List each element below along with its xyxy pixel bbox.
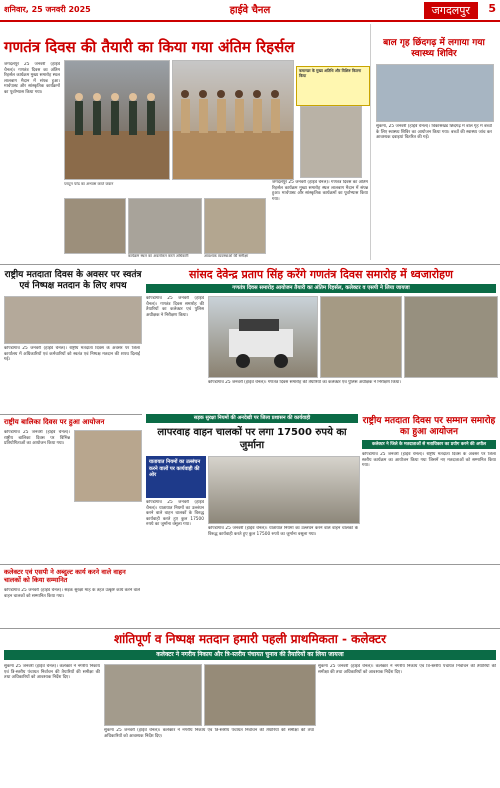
mp-body-col2: कोण्डागांव 25 जनवरी (हाईवे चैनल)। गणतंत्र दिवस समारोह की तैयारियों का कलेक्टर एवं पुलिस अधीक्षक ने निरीक्षण किया। (208, 380, 401, 385)
caption-3: आवश्यक व्यवस्थाओं की समीक्षा (204, 254, 249, 258)
traffic-band: सड़क सुरक्षा नियमों की अनदेखी पर जिला प्रशासन की कार्यवाही (146, 414, 358, 423)
jeep-illustration (209, 297, 317, 377)
traffic-headline: लापरवाह वाहन चालकों पर लगा 17500 रुपये का जुर्माना (157, 427, 347, 451)
inset-label: कमाण्डर के मुख्य अतिथि और विशिष्ट कितना किया (299, 68, 362, 78)
photo-row-2 (128, 198, 202, 254)
election-band: कलेक्टर ने नगरीय निकाय और त्रि-स्तरीय पंचायत चुनाव की तैयारियों का लिया जायजा (4, 650, 496, 660)
collector-honour-body: कोण्डागांव 25 जनवरी (हाईवे चैनल)। सड़क सुरक्षा माह के तहत उत्कृष्ट कार्य करने वाले वाहन चालकों को सम्मानित किया गया। (4, 588, 140, 599)
photo-row-3 (204, 198, 266, 254)
parade-illustration (65, 61, 169, 179)
traffic-sidebox-text: यातायात नियमों का उल्लंघन करने वालों पर कार्यवाही की ओर (149, 459, 201, 478)
divider-4 (0, 628, 500, 629)
girl-child-photo (74, 430, 142, 502)
march-illustration (173, 61, 293, 179)
election-photo-1 (104, 664, 202, 726)
jeep-photo (208, 296, 318, 378)
guest-photo (300, 106, 362, 178)
voter-oath-body: कोण्डागांव 25 जनवरी (हाईवे चैनल)। राष्ट्रीय मतदाता दिवस के अवसर पर जिला कार्यालय में अधिकारियों एवं कर्मचारियों को स्वतंत्र एवं निष्पक्ष मतदान की शपथ दिलाई गई। (4, 346, 140, 363)
photo-row-1 (64, 198, 126, 254)
caption-1: प्लाटून परेड का अभ्यास करते जवान (64, 182, 114, 186)
mp-band: गणतंत्र दिवस समारोह आयोजन तैयारी का अंतिम रिहर्सल, कलेक्टर व एसपी ने लिया जायजा (146, 284, 496, 293)
collector-honour-headline: कलेक्टर एवं एसपी ने अब्दुल्ट कार्य करने वाले वाहन चालकों को किया सम्मानित (4, 568, 126, 584)
traffic-body-col2: कोण्डागांव 25 जनवरी (हाईवे चैनल)। यातायात नियमों का उल्लंघन करने वाले वाहन चालकों के विरुद्ध कार्यवाही करते हुए कुल 17500 रुपये का जुर्माना वसूला गया। (208, 526, 358, 537)
rehearsal-body-col2: जगदलपुर 25 जनवरी (हाईवे चैनल)। गणतंत्र दिवस का अंतिम रिहर्सल कार्यक्रम मुख्य समारोह स्थल लालबाग मैदान में संपन्न हुआ। मार्चपास्ट और सांस्कृतिक कार्यक्रमों का पूर्वाभ्यास किया गया। (272, 180, 368, 202)
page-number: 5 (488, 2, 496, 15)
voter-honour-headline: राष्ट्रीय मतदाता दिवस पर सम्मान समारोह का हुआ आयोजन (362, 416, 496, 437)
election-body: सुकमा 25 जनवरी (हाईवे चैनल)। कलेक्टर ने नगरीय निकाय एवं त्रि-स्तरीय पंचायत निर्वाचन की तैयारियों की समीक्षा की तथा अधिकारियों को आवश्यक निर्देश दिए। (4, 664, 100, 681)
bal-grih-photo (376, 64, 494, 122)
mp-body: कोण्डागांव 25 जनवरी (हाईवे चैनल)। गणतंत्र दिवस समारोह की तैयारियों का कलेक्टर एवं पुलिस अधीक्षक ने निरीक्षण किया। (146, 296, 204, 318)
parade-photo (64, 60, 170, 180)
traffic-sidebox (146, 456, 206, 498)
traffic-photo (208, 456, 360, 524)
divider-2 (0, 414, 142, 415)
election-body-col3: सुकमा 25 जनवरी (हाईवे चैनल)। कलेक्टर ने नगरीय निकाय एवं त्रि-स्तरीय पंचायत निर्वाचन की तैयारियों की समीक्षा की तथा अधिकारियों को आवश्यक निर्देश दिए। (318, 664, 496, 675)
bal-grih-headline: बाल गृह छिंदगढ़ में लगाया गया स्वास्थ्य शिविर (383, 38, 485, 59)
issue-date: शनिवार, 25 जनवरी 2025 (4, 5, 91, 14)
election-photo-2 (204, 664, 316, 726)
voter-oath-headline: राष्ट्रीय मतदाता दिवस के अवसर पर स्वतंत्र एवं निष्पक्ष मतदान के लिए शपथ (4, 270, 142, 291)
girl-child-body: कोण्डागांव 25 जनवरी (हाईवे चैनल)। राष्ट्रीय बालिका दिवस पर विभिन्न प्रतियोगिताओं का आयोजन किया गया। (4, 430, 70, 447)
officials-photo (320, 296, 402, 378)
city-tag: जगदलपुर (424, 2, 478, 19)
divider-3 (0, 564, 500, 565)
bal-grih-body: सुकमा, 25 जनवरी (हाईवे चैनल)। विकासखंड छिंदगढ़ में बाल गृह में बच्चों के लिए स्वास्थ्य शिविर का आयोजन किया गया। बच्चों की स्वास्थ्य जांच कर आवश्यक दवाइयां वितरित की गईं। (376, 124, 492, 141)
caption-2: कार्यक्रम स्थल का अवलोकन करते अधिकारी (128, 254, 189, 258)
election-headline: शांतिपूर्ण व निष्पक्ष मतदान हमारी पहली प्राथमिकता - कलेक्टर (114, 632, 386, 646)
paper-name: हाईवे चैनल (229, 5, 271, 16)
election-body-col2: सुकमा 25 जनवरी (हाईवे चैनल)। कलेक्टर ने नगरीय निकाय एवं त्रि-स्तरीय पंचायत निर्वाचन की तैयारियों की समीक्षा की तथा अधिकारियों को आवश्यक निर्देश दिए। (104, 728, 314, 739)
masthead (0, 0, 500, 22)
rehearsal-headline: गणतंत्र दिवस की तैयारी का किया गया अंतिम रिहर्सल (4, 38, 295, 56)
voter-honour-band: कलेक्टर ने जिले के मतदाताओं से मताधिकार का प्रयोग करने की अपील (362, 440, 496, 449)
girl-child-headline: राष्ट्रीय बालिका दिवस पर हुआ आयोजन (4, 418, 105, 426)
voter-honour-body: कोण्डागांव 25 जनवरी (हाईवे चैनल)। राष्ट्रीय मतदाता दिवस के अवसर पर जिला स्तरीय कार्यक्रम का आयोजन किया गया जिसमें नए मतदाताओं को सम्मानित किया गया। (362, 452, 496, 469)
ceremony-photo (404, 296, 498, 378)
mp-headline: सांसद देवेन्द्र प्रताप सिंह करेंगे गणतंत्र दिवस समारोह में ध्वजारोहण (189, 268, 453, 281)
voter-oath-photo (4, 296, 142, 344)
traffic-body: कोण्डागांव 25 जनवरी (हाईवे चैनल)। यातायात नियमों का उल्लंघन करने वाले वाहन चालकों के विरुद्ध कार्यवाही करते हुए कुल 17500 रुपये का जुर्माना वसूला गया। (146, 500, 204, 528)
inset-portrait-box (296, 66, 370, 106)
rehearsal-body: जगदलपुर 25 जनवरी (हाईवे चैनल)। गणतंत्र दिवस का अंतिम रिहर्सल कार्यक्रम मुख्य समारोह स्थल लालबाग मैदान में संपन्न हुआ। मार्चपास्ट और सांस्कृतिक कार्यक्रमों का पूर्वाभ्यास किया गया। (4, 62, 60, 95)
divider-1 (0, 264, 500, 265)
march-photo (172, 60, 294, 180)
